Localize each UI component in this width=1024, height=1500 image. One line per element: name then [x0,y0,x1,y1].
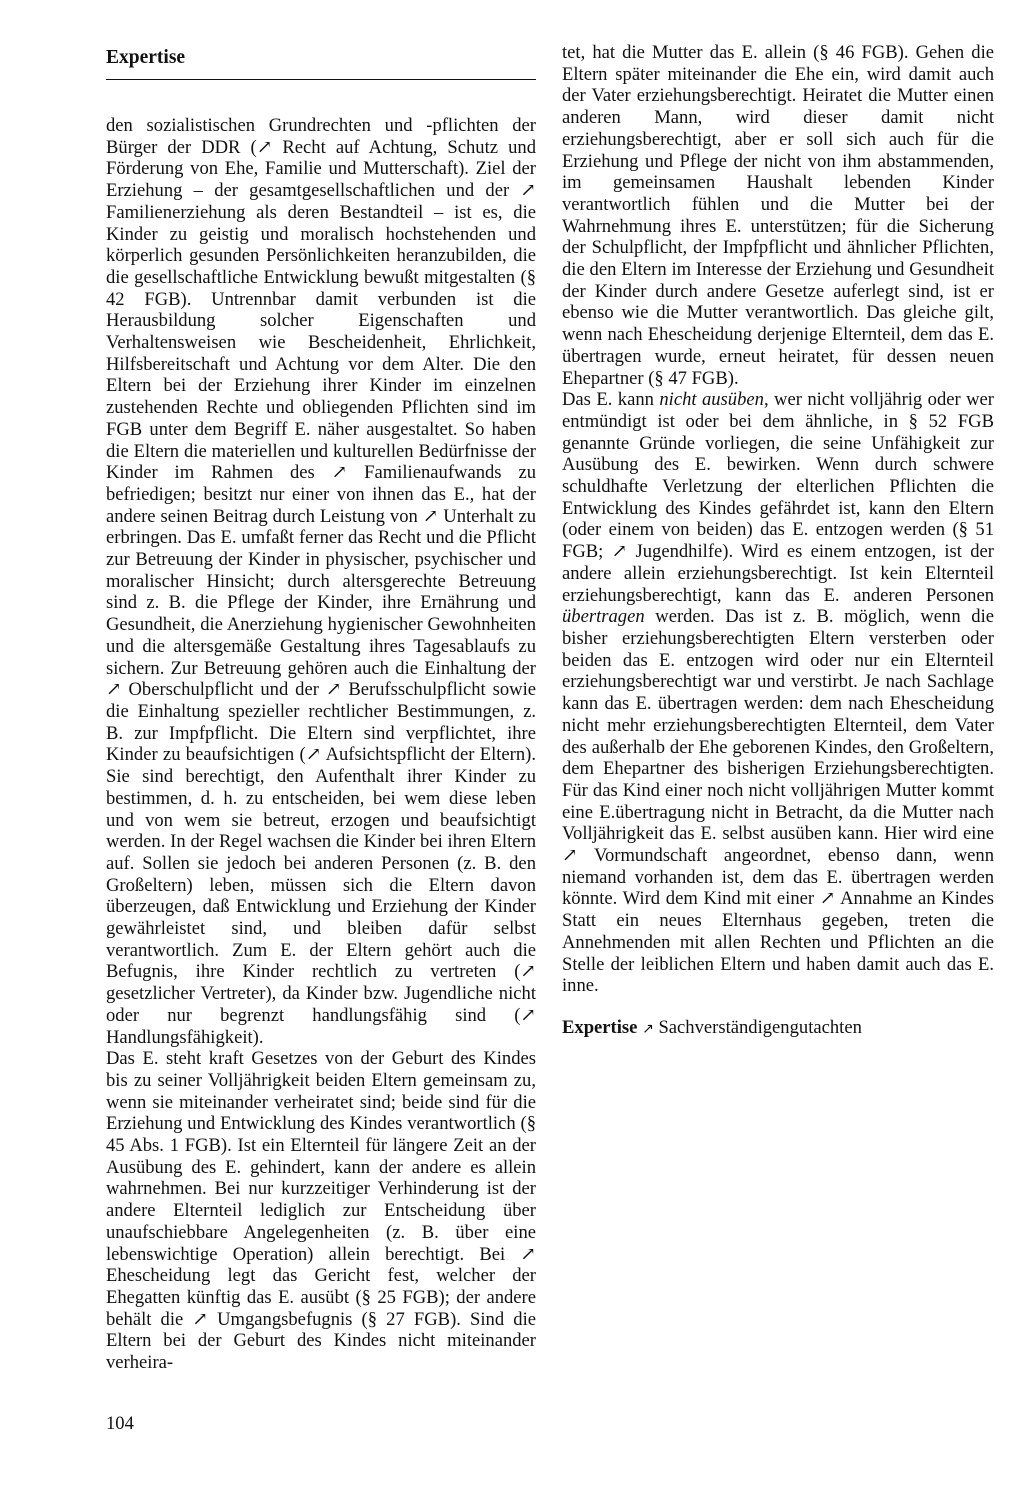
reference-target: Sachverständigengutachten [658,1016,862,1038]
header-rule [106,79,536,80]
emphasis-text: nicht ausüben [659,389,764,411]
text-run: Das E. kann [562,389,660,411]
arrow-icon: ↗ [642,1020,654,1037]
text-run: , wer nicht volljährig oder wer entmündigt ist oder bei dem ähnliche, in § 52 FGB genannte Gründe vorliegen, die seine Unfähigkeit zur Ausübung des E. bewirken. Wenn durch schwere schuldhafte Verletzung der elterlichen Pflichten die Entwicklung des Kindes gefährdet ist, kann den Eltern (oder einem von beiden) das E. entzogen werden (§ 51 FGB; ↗ Jugendhilfe). Wird es einem entzogen, ist der andere allein erziehungsberechtigt. Ist kein Elternteil erziehungsberechtigt, kann das E. anderen Personen [562,389,994,606]
emphasis-text: übertragen [562,606,645,628]
page-number: 104 [106,1413,134,1434]
text-run: werden. Das ist z. B. möglich, wenn die bisher erziehungsberechtigten Eltern versterben oder beiden das E. entzogen wird oder nur ein Elternteil erziehungsberechtigt war und verstirbt. Je nach Sachlage kann das E. übertragen werden: dem nach Ehescheidung nicht mehr erziehungsberechtigten Elternteil, dem Vater des außerhalb der Ehe geborenen Kindes, den Großeltern, dem Ehepartner des bisherigen Erziehungsberechtigten. Für das Kind einer noch nicht volljährigen Mutter kommt eine E.übertragung nicht in Betracht, da die Mutter nach Volljährigkeit das E. selbst ausüben kann. Hier wird eine ↗ Vormundschaft angeordnet, ebenso dann, wenn niemand vorhanden ist, dem das E. übertragen werden könnte. Wird dem Kind mit einer ↗ Annahme an Kindes Statt ein neues Elternhaus gegeben, treten die Annehmenden mit allen Rechten und Pflichten an die Stelle der leiblichen Eltern und haben damit auch das E. inne. [562,606,994,997]
page-header [106,44,536,72]
body-paragraph: Das E. steht kraft Gesetzes von der Geburt des Kindes bis zu seiner Volljährigkeit beiden Eltern gemeinsam zu, wenn sie miteinander verheiratet sind; beide sind für die Erziehung und Entwicklung des Kindes verantwortlich (§ 45 Abs. 1 FGB). Ist ein Elternteil für längere Zeit an der Ausübung des E. gehindert, kann der andere es allein wahrnehmen. Bei nur kurzzeitiger Verhinderung ist der andere Elternteil lediglich zur Entscheidung über unaufschiebbare Angelegenheiten (z. B. über eine lebenswichtige Operation) allein berechtigt. Bei ↗ Ehescheidung legt das Gericht fest, welcher der Ehegatten künftig das E. ausübt (§ 25 FGB); der andere behält die ↗ Umgangsbefugnis (§ 27 FGB). Sind die Eltern bei der Geburt des Kindes nicht miteinander verheira- [106,1048,536,1374]
running-head: Expertise [106,47,186,68]
body-paragraph: tet, hat die Mutter das E. allein (§ 46 FGB). Gehen die Eltern später miteinander die Ehe ein, wird damit auch der Vater erziehungsberechtigt. Heiratet die Mutter einen anderen Mann, wird dieser damit nicht erziehungsberechtigt, aber er soll sich auch für die Erziehung und Pflege der nicht von ihm abstammenden, im gemeinsamen Haushalt lebenden Kinder verantwortlich fühlen und die Mutter bei der Wahrnehmung ihres E. unterstützen; für die Sicherung der Schulpflicht, der Impfpflicht und ähnlicher Pflichten, die den Eltern im Interesse der Erziehung und Gesundheit der Kinder durch andere Gesetze auferlegt sind, ist er ebenso wie die Mutter verantwortlich. Das gleiche gilt, wenn nach Ehescheidung derjenige Elternteil, dem das E. übertragen wurde, erneut heiratet, für dessen neuen Ehepartner (§ 47 FGB). [562,42,994,389]
body-paragraph: den sozialistischen Grundrechten und -pflichten der Bürger der DDR (↗ Recht auf Achtung, Schutz und Förderung von Ehe, Familie und Mutterschaft). Ziel der Erziehung – der gesamtgesellschaftlichen und der ↗ Familienerziehung als deren Bestandteil – ist es, die Kinder zu geistig und moralisch hochstehenden und körperlich gesunden Persönlichkeiten heranzubilden, die die gesellschaftliche Entwicklung bewußt mitgestalten (§ 42 FGB). Untrennbar damit verbunden ist die Herausbildung solcher Eigenschaften und Verhaltensweisen wie Bescheidenheit, Ehrlichkeit, Hilfsbereitschaft und Achtung vor dem Alter. Die den Eltern bei der Erziehung ihrer Kinder im einzelnen zustehenden Rechte und obliegenden Pflichten sind im FGB unter dem Begriff E. näher ausgestaltet. So haben die Eltern die materiellen und kulturellen Bedürfnisse der Kinder im Rahmen des ↗ Familienaufwands zu befriedigen; besitzt nur einer von ihnen das E., hat der andere seinen Beitrag durch Leistung von ↗ Unterhalt zu erbringen. Das E. umfaßt ferner das Recht und die Pflicht zur Betreuung der Kinder in physischer, psychischer und moralischer Hinsicht; durch altersgerechte Betreuung sind z. B. die Pflege der Kinder, ihre Ernährung und Gesundheit, die Anerziehung hygienischer Gewohnheiten und die altersgemäße Gestaltung ihres Tagesablaufs zu sichern. Zur Betreuung gehören auch die Einhaltung der ↗ Oberschulpflicht und der ↗ Berufsschulpflicht sowie die Einhaltung spezieller rechtlicher Bestimmungen, z. B. zur Impfpflicht. Die Eltern sind verpflichtet, ihre Kinder zu beaufsichtigen (↗ Aufsichtspflicht der Eltern). Sie sind berechtigt, den Aufenthalt ihrer Kinder zu bestimmen, d. h. zu entscheiden, bei wem diese leben und von wem sie betreut, erzogen und beaufsichtigt werden. In der Regel wachsen die Kinder bei ihren Eltern auf. Sollen sie jedoch bei anderen Personen (z. B. den Großeltern) leben, müssen sich die Eltern davon überzeugen, daß Entwicklung und Erziehung der Kinder gewährleistet sind, und bleiben dafür selbst verantwortlich. Zum E. der Eltern gehört auch die Befugnis, ihre Kinder rechtlich zu vertreten (↗ gesetzlicher Vertreter), da Kinder bzw. Jugendliche nicht oder nur begrenzt handlungsfähig sind (↗ Handlungsfähigkeit). [106,115,536,1048]
cross-reference-entry [562,1017,994,1041]
entry-term: Expertise [562,1016,638,1038]
right-column [562,42,994,1041]
body-paragraph [562,389,994,997]
left-column [106,115,536,1374]
